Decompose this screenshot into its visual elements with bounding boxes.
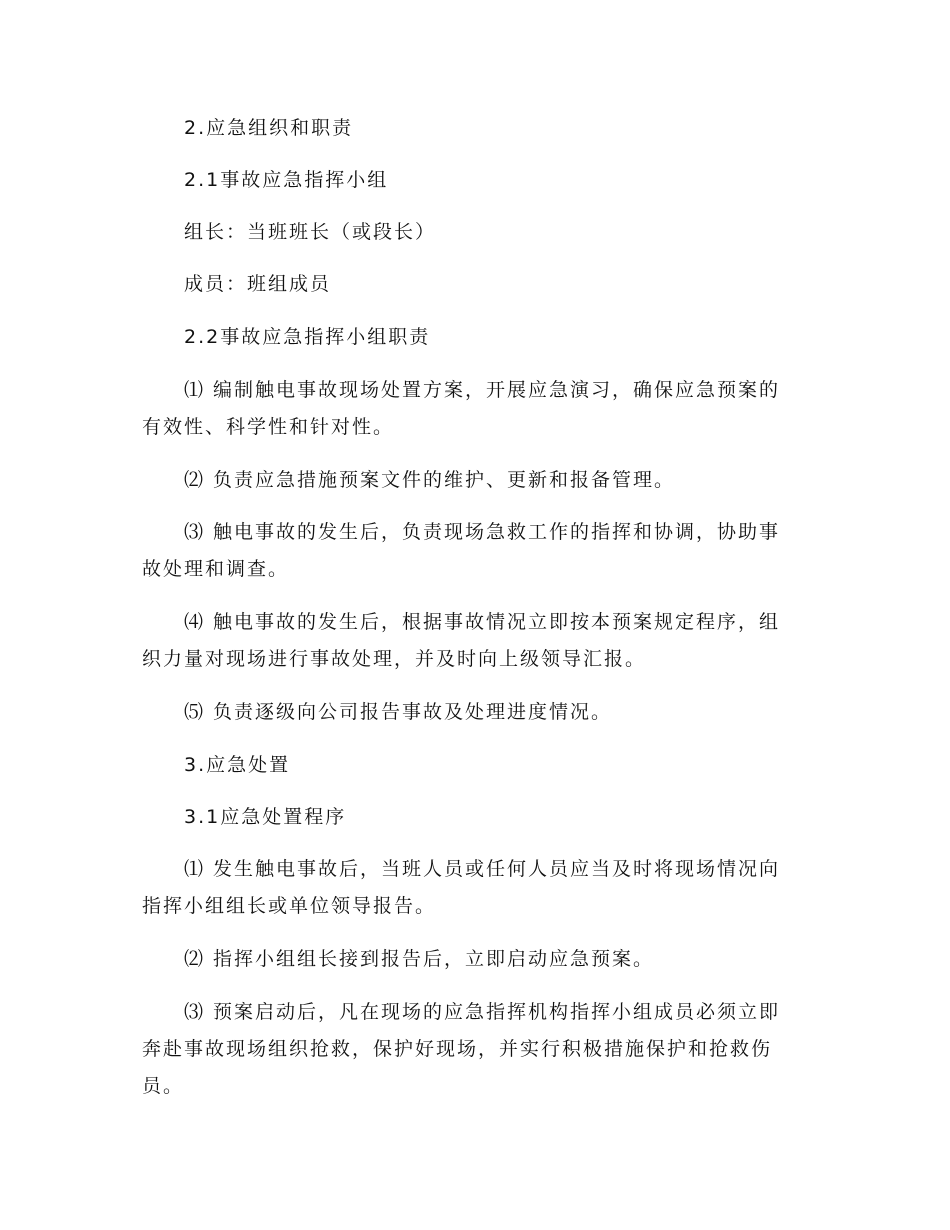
subsection-heading: 3.1应急处置程序 xyxy=(184,806,347,828)
paragraph-line: 指挥小组组长或单位领导报告。 xyxy=(142,895,437,917)
subsection-heading: 2.2事故应急指挥小组职责 xyxy=(184,326,431,348)
paragraph-line: ⑴ 发生触电事故后，当班人员或任何人员应当及时将现场情况向 xyxy=(184,858,781,880)
paragraph-line: ⑶ 预案启动后，凡在现场的应急指挥机构指挥小组成员必须立即 xyxy=(184,1001,781,1023)
paragraph-line: ⑸ 负责逐级向公司报告事故及处理进度情况。 xyxy=(184,701,613,723)
paragraph-line: ⑵ 负责应急措施预案文件的维护、更新和报备管理。 xyxy=(184,469,676,491)
paragraph-line: 员。 xyxy=(142,1075,185,1097)
subsection-heading: 2.1事故应急指挥小组 xyxy=(184,169,389,191)
paragraph-line: ⑴ 编制触电事故现场处置方案，开展应急演习，确保应急预案的 xyxy=(184,379,781,401)
paragraph-line: 织力量对现场进行事故处理，并及时向上级领导汇报。 xyxy=(142,648,647,670)
paragraph-line: ⑵ 指挥小组组长接到报告后，立即启动应急预案。 xyxy=(184,948,655,970)
paragraph-line: 有效性、科学性和针对性。 xyxy=(142,416,395,438)
section-heading: 3.应急处置 xyxy=(184,754,291,776)
section-heading: 2.应急组织和职责 xyxy=(184,117,354,139)
paragraph-line: 故处理和调查。 xyxy=(142,558,290,580)
paragraph-line: 奔赴事故现场组织抢救，保护好现场，并实行积极措施保护和抢救伤 xyxy=(142,1038,773,1060)
paragraph-line: ⑷ 触电事故的发生后，根据事故情况立即按本预案规定程序，组 xyxy=(184,611,781,633)
paragraph-line: 成员：班组成员 xyxy=(184,273,332,295)
paragraph-line: ⑶ 触电事故的发生后，负责现场急救工作的指挥和协调，协助事 xyxy=(184,521,781,543)
paragraph-line: 组长：当班班长（或段长） xyxy=(184,221,437,243)
